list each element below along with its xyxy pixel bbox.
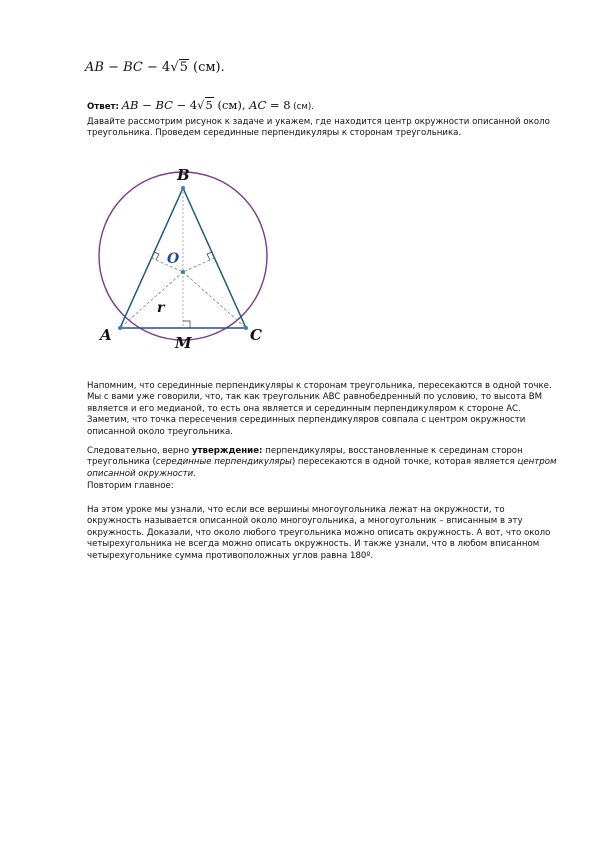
vertex-c-point [244, 326, 248, 330]
right-angle-mark-ab [154, 252, 159, 260]
conclusion-after: ) пересекаются в одной точке, которая является [291, 457, 518, 468]
radius-oc [183, 272, 246, 328]
radius-oa [120, 272, 183, 328]
formula-radicand: 5 [179, 60, 188, 75]
lesson-summary-paragraph: На этом уроке мы узнали, что если все вершины многоугольника лежат на окружности, то окружность называется описанной около многоугольника, а многоугольник – вписанным в эту окружность. Доказали, что около любого треугольника можно описать окружность. А вот, что около четырехугольника не всегда можно описать окружность. И также узнали, что в любом вписанном четырехугольнике сумма противоположных углов равна 180º. [87, 505, 551, 561]
intro-paragraph: Давайте рассмотрим рисунок к задаче и укажем, где находится центр окружности описанной около треугольника. Проведем серединные перпендикуляры к сторонам треугольника. [87, 117, 550, 139]
right-angle-mark-m [183, 321, 190, 328]
label-c: C [250, 326, 262, 344]
formula-ab: AB [85, 60, 104, 75]
formula-bc: BC [123, 60, 143, 75]
conclusion-paragraph [87, 446, 557, 480]
conclusion-middle: перпендикуляры, восстановленные к серединам сторон треугольника ( [87, 446, 523, 468]
conclusion-emph-1: серединные перпендикуляры [155, 457, 292, 468]
conclusion-before: Следовательно, верно [87, 446, 192, 456]
answer-radicand: 5 [205, 98, 213, 112]
formula-ab-bc [85, 60, 225, 75]
answer-line [87, 100, 557, 113]
answer-formula [122, 97, 291, 112]
answer-unit-2: (см). [290, 102, 314, 112]
repeat-heading: Повторим главное: [87, 481, 174, 491]
answer-unit-1: (см), [213, 98, 250, 112]
vertex-a-point [118, 326, 122, 330]
answer-coefficient: − 4 [172, 98, 198, 112]
label-b: B [177, 166, 190, 184]
conclusion-term: утверждение: [191, 446, 263, 456]
vertex-b-point [181, 186, 185, 190]
formula-unit: (см). [188, 60, 225, 75]
formula-minus: − [103, 60, 124, 75]
answer-bc: BC [155, 98, 173, 112]
answer-label: Ответ: [87, 102, 119, 112]
label-a: A [100, 326, 112, 344]
sqrt-icon: √ [197, 98, 205, 112]
center-o-point [181, 270, 185, 274]
conclusion-emph-2: центром описанной окружности. [87, 457, 557, 479]
label-m: M [175, 334, 192, 352]
answer-ac: AC [249, 98, 267, 112]
label-o: O [167, 251, 180, 267]
right-angle-mark-bc [207, 252, 212, 260]
answer-ab: AB [121, 98, 139, 112]
label-r: r [157, 300, 165, 316]
remind-paragraph: Напомним, что серединные перпендикуляры к сторонам треугольника, пересекаются в одной точке. Мы с вами уже говорили, что, так как треугольник ABC равнобедренный по условию, то высота BM является и его медианой, то есть она является и серединным перпендикуляром к стороне AC. Заметим, что точка пересечения серединных перпендикуляров совпала с центром окружности описанной около треугольника. [87, 381, 552, 437]
formula-coefficient: − 4 [142, 60, 171, 75]
answer-minus: − [138, 98, 156, 112]
answer-ac-value: = 8 [266, 98, 291, 112]
circumscribed-circle-figure [95, 160, 275, 360]
sqrt-icon: √ [170, 60, 179, 75]
